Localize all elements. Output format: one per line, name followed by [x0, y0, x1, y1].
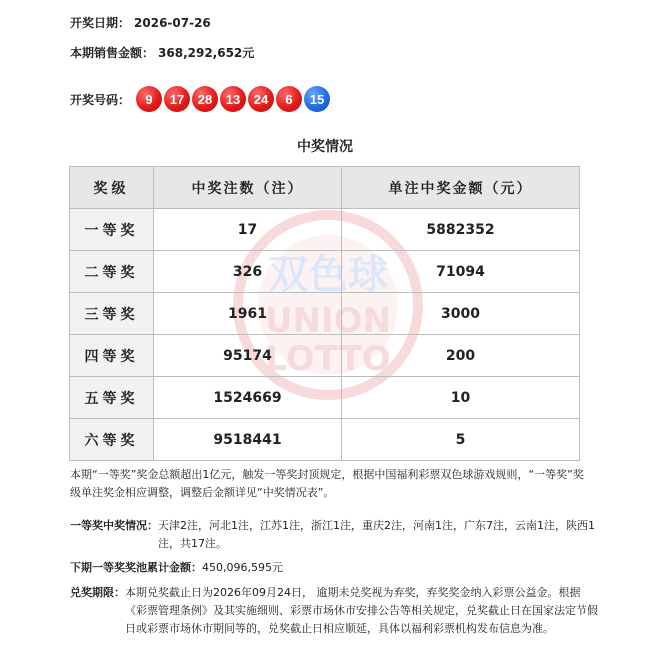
prize-amount: 200	[342, 335, 580, 377]
claim-deadline-label: 兑奖期限：	[70, 586, 125, 599]
red-ball: 6	[276, 86, 302, 112]
winner-count: 95174	[154, 335, 342, 377]
sales-amount-label: 本期销售金额：	[70, 46, 155, 60]
prize-level: 六等奖	[70, 419, 154, 461]
jackpot-pool-value: 450,096,595元	[202, 561, 283, 574]
watermark-union: UNION	[264, 301, 392, 341]
prize-level: 五等奖	[70, 377, 154, 419]
prize-amount: 10	[342, 377, 580, 419]
winner-count: 17	[154, 209, 342, 251]
header-winner-count: 中奖注数（注）	[154, 167, 342, 209]
red-ball: 13	[220, 86, 246, 112]
draw-date-value: 2026-07-26	[134, 16, 211, 30]
prize-amount: 5882352	[342, 209, 580, 251]
header-prize-level: 奖级	[70, 167, 154, 209]
winner-count: 9518441	[154, 419, 342, 461]
red-ball: 28	[192, 86, 218, 112]
prize-level: 四等奖	[70, 335, 154, 377]
winner-count: 326	[154, 251, 342, 293]
prize-amount: 3000	[342, 293, 580, 335]
winner-count: 1524669	[154, 377, 342, 419]
winning-numbers-row	[70, 86, 332, 112]
table-row	[70, 419, 580, 461]
claim-deadline-row	[70, 584, 600, 638]
draw-date-row	[70, 14, 211, 31]
prize-level: 三等奖	[70, 293, 154, 335]
winner-count: 1961	[154, 293, 342, 335]
jackpot-pool-label: 下期一等奖奖池累计金额：	[70, 561, 202, 574]
winning-numbers-label: 开奖号码：	[70, 92, 131, 107]
sales-amount-value: 368,292,652元	[158, 46, 255, 60]
jackpot-cap-note: 本期“一等奖”奖金总额超出1亿元，触发一等奖封顶规定，根据中国福利彩票双色球游戏规则，“一等奖”奖级单注奖金相应调整，调整后金额详见“中奖情况表”。	[70, 468, 584, 499]
first-prize-winners-value: 天津2注，河北1注，江苏1注，浙江1注，重庆2注，河南1注，广东7注，云南1注，陕西1注，共17注。	[158, 519, 595, 550]
red-ball: 9	[136, 86, 162, 112]
red-ball: 17	[164, 86, 190, 112]
watermark-title: 双色球	[268, 252, 388, 298]
table-row	[70, 377, 580, 419]
watermark-lotto: LOTTO	[265, 339, 391, 379]
header-prize-amount: 单注中奖金额（元）	[342, 167, 580, 209]
prize-level: 一等奖	[70, 209, 154, 251]
first-prize-winners-label: 一等奖中奖情况：	[70, 519, 158, 532]
red-ball: 24	[248, 86, 274, 112]
table-row	[70, 293, 580, 335]
claim-deadline-value: 本期兑奖截止日为2026年09月24日， 逾期未兑奖视为弃奖，弃奖奖金纳入彩票公益金。根据《彩票管理条例》及其实施细则、彩票市场休市安排公告等相关规定，兑奖截止日在国家法定节假日或彩票市场休市期间等的，兑奖截止日相应顺延，具体以福利彩票机构发布信息为准。	[125, 586, 598, 635]
prize-table-header-row	[70, 167, 580, 209]
prize-table-container	[69, 166, 580, 461]
first-prize-winners-row	[70, 517, 600, 553]
prize-level: 二等奖	[70, 251, 154, 293]
prize-section-title: 中奖情况	[297, 139, 353, 155]
sales-amount-row	[70, 44, 254, 61]
prize-amount: 5	[342, 419, 580, 461]
jackpot-pool-row	[70, 559, 600, 577]
table-row	[70, 209, 580, 251]
draw-date-label: 开奖日期：	[70, 16, 131, 30]
prize-amount: 71094	[342, 251, 580, 293]
prize-table	[69, 166, 580, 461]
blue-ball: 15	[304, 86, 330, 112]
table-row	[70, 251, 580, 293]
table-row	[70, 335, 580, 377]
